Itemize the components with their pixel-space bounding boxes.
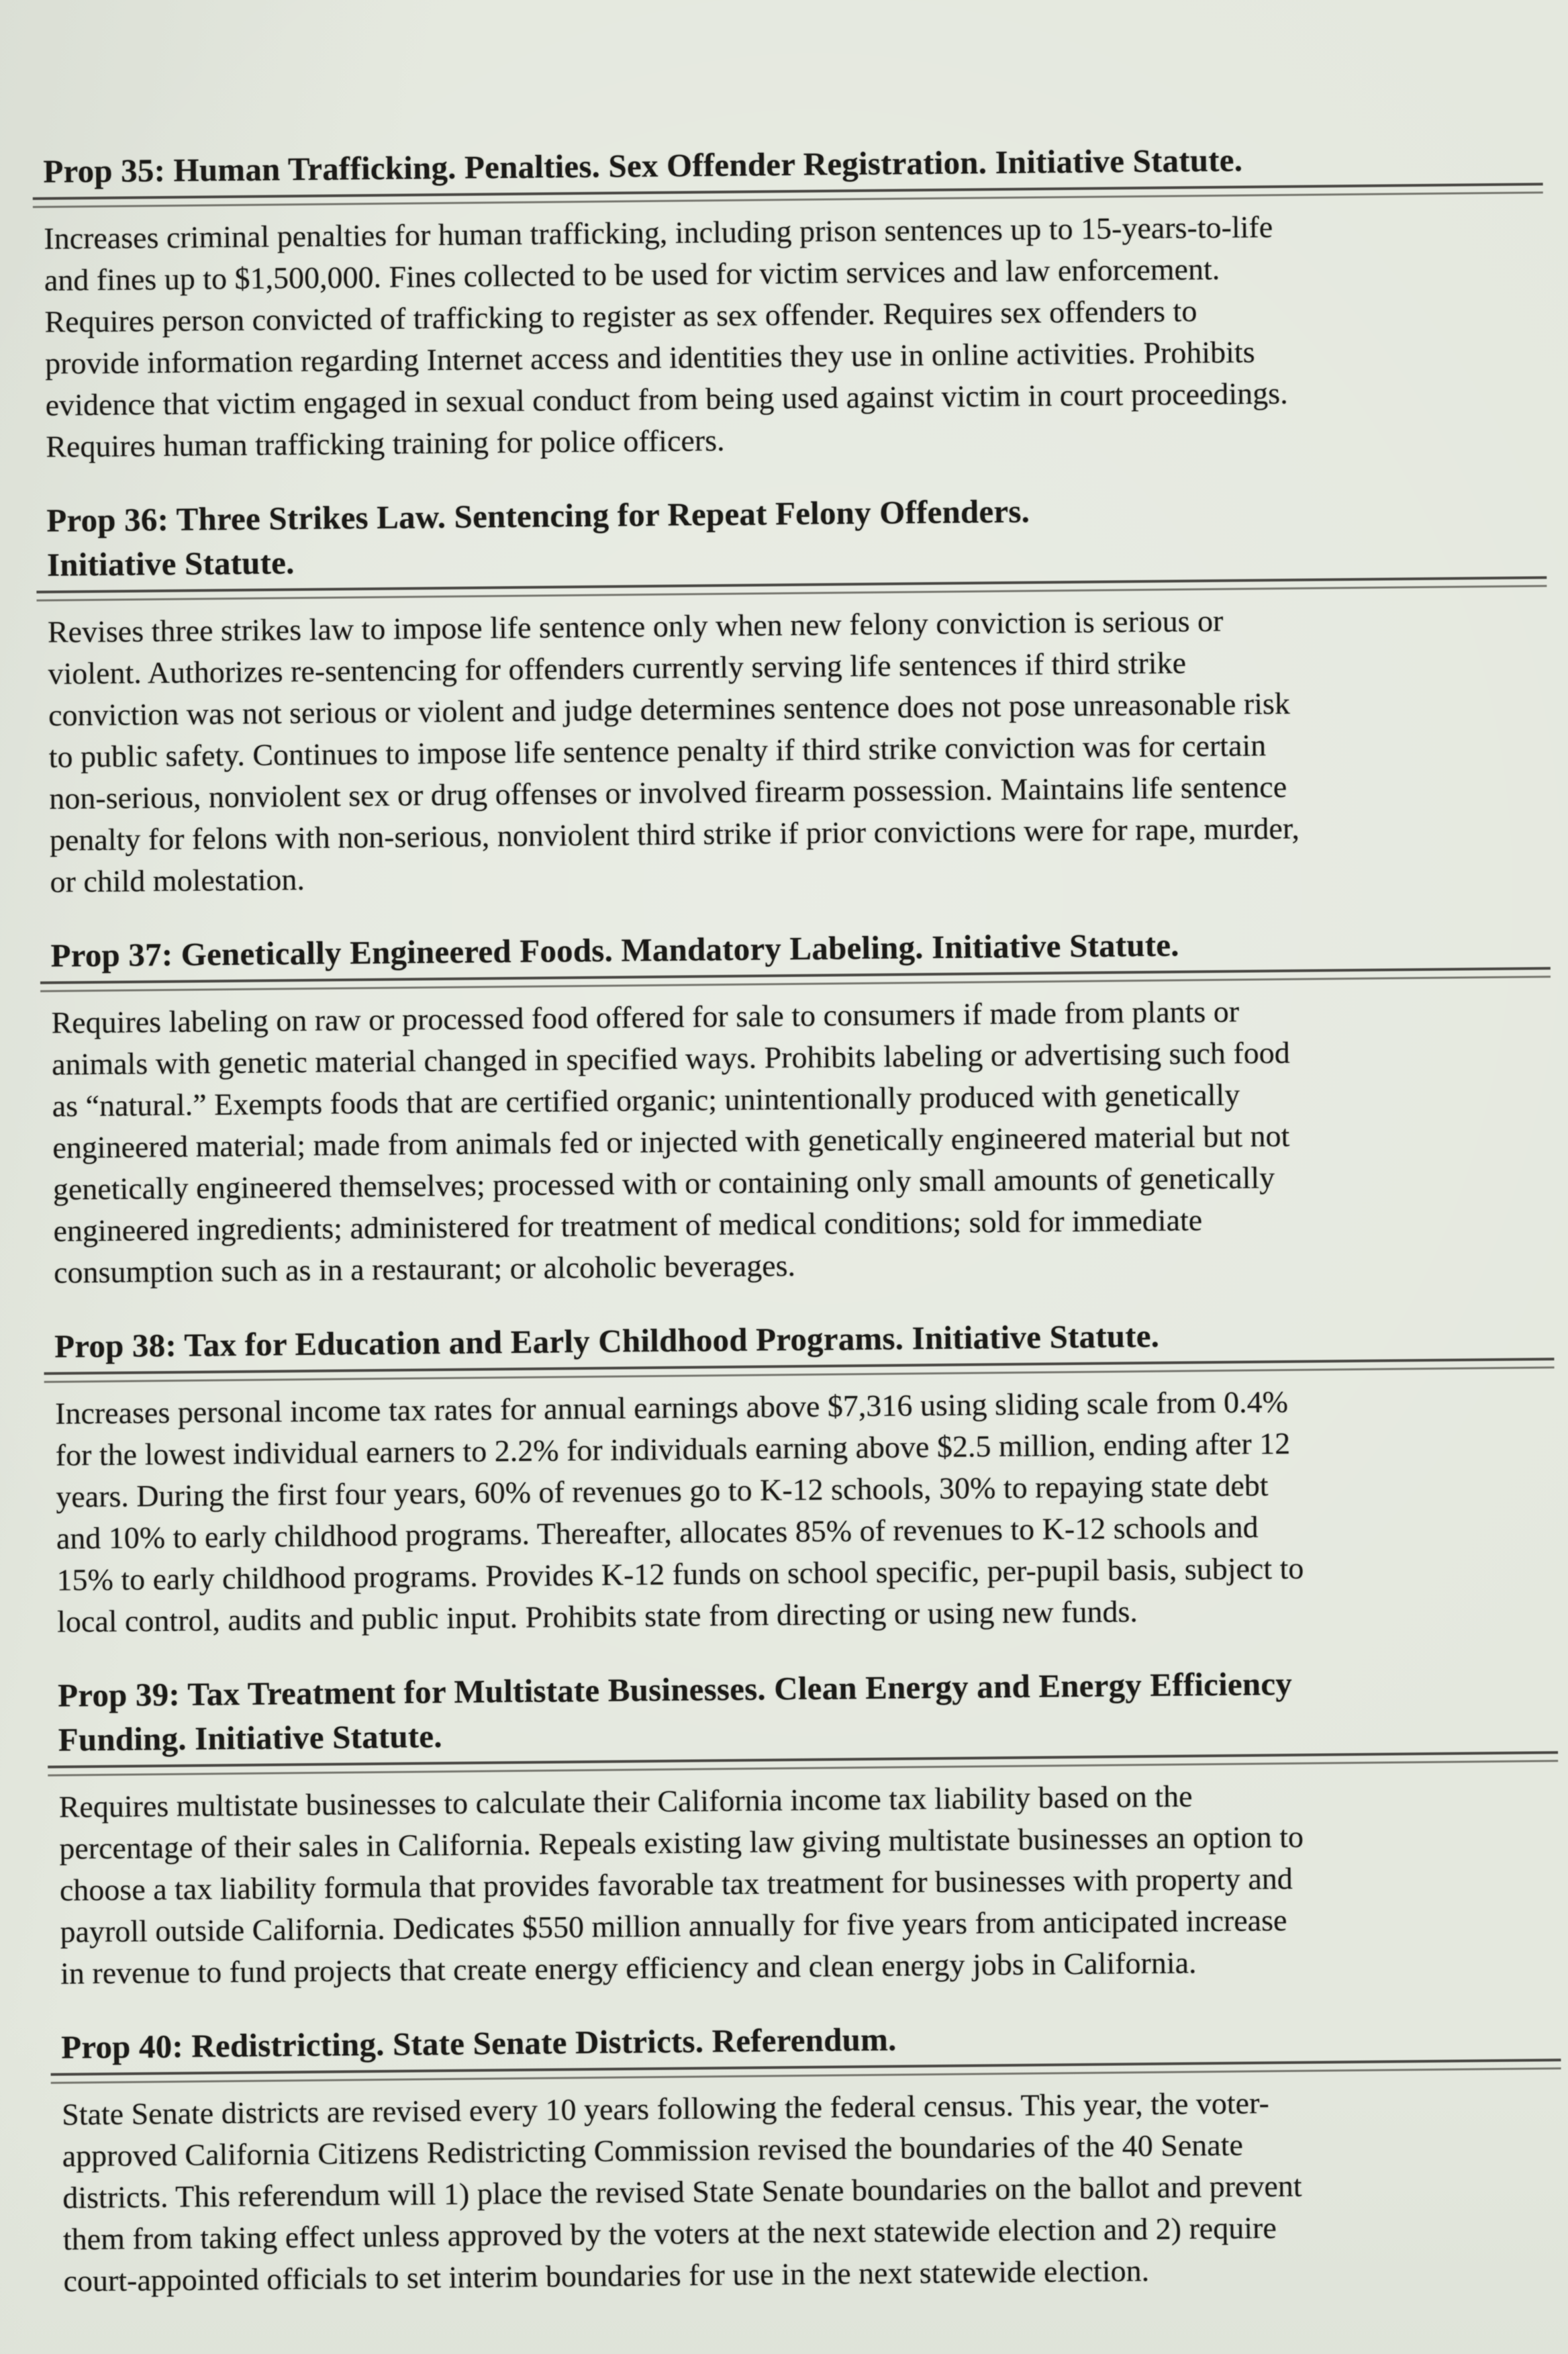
body-line: consumption such as in a restaurant; or alcoholic beverages.: [53, 1247, 796, 1290]
body-line: conviction was not serious or violent and judge determines sentence does not pose unreasonable risk: [48, 686, 1291, 733]
body-line: Requires human trafficking training for police officers.: [46, 422, 725, 464]
body-line: engineered ingredients; administered for treatment of medical conditions; sold for immediate: [53, 1203, 1203, 1248]
body-line: percentage of their sales in California. Repeals existing law giving multistate businesses an option to: [59, 1819, 1304, 1866]
document-text-block: [43, 135, 1557, 2333]
body-line: engineered material; made from animals fed or injected with genetically engineered material but not: [52, 1118, 1290, 1165]
section-heading-line: Prop 39: Tax Treatment for Multistate Businesses. Clean Energy and Energy Efficiency: [57, 1664, 1293, 1714]
body-line: or child molestation.: [50, 861, 305, 899]
section-heading-line: Prop 37: Genetically Engineered Foods. Mandatory Labeling. Initiative Statute.: [50, 926, 1179, 974]
section-prop-39: [58, 1659, 1553, 1994]
body-line: and fines up to $1,500,000. Fines collected to be used for victim services and law enforcement.: [44, 251, 1220, 297]
body-line: Increases criminal penalties for human trafficking, including prison sentences up to 15-years-to-life: [44, 209, 1273, 256]
body-line: Revises three strikes law to impose life sentence only when new felony conviction is serious or: [47, 603, 1224, 649]
section-heading-line: Prop 38: Tax for Education and Early Childhood Programs. Initiative Statute.: [54, 1317, 1160, 1365]
body-line: payroll outside California. Dedicates $550 million annually for five years from anticipated increase: [60, 1903, 1287, 1949]
body-line: genetically engineered themselves; processed with or containing only small amounts of genetically: [52, 1160, 1275, 1207]
section-heading-line: Initiative Statute.: [46, 544, 295, 583]
body-line: approved California Citizens Redistricting Commission revised the boundaries of the 40 Senate: [62, 2127, 1244, 2173]
section-prop-36: [46, 484, 1543, 902]
body-line: Requires multistate businesses to calculate their California income tax liability based on the: [58, 1779, 1193, 1824]
section-prop-35: [43, 135, 1538, 467]
section-heading-line: Funding. Initiative Statute.: [58, 1717, 442, 1758]
body-line: violent. Authorizes re-sentencing for offenders currently serving life sentences if third strike: [48, 645, 1187, 691]
body-line: non-serious, nonviolent sex or drug offenses or involved firearm possession. Maintains life sentence: [49, 769, 1287, 816]
body-line: animals with genetic material changed in specified ways. Prohibits labeling or advertising such food: [51, 1035, 1290, 1082]
section-prop-40: [61, 2011, 1557, 2302]
body-line: for the lowest individual earners to 2.2% for individuals earning above $2.5 million, ending after 12: [55, 1425, 1291, 1472]
body-line: Requires person convicted of trafficking to register as sex offender. Requires sex offenders to: [44, 293, 1197, 339]
body-line: years. During the first four years, 60% of revenues go to K-12 schools, 30% to repaying state debt: [56, 1468, 1269, 1514]
body-line: to public safety. Continues to impose life sentence penalty if third strike conviction was for certain: [48, 728, 1267, 774]
section-heading-line: Prop 40: Redistricting. State Senate Districts. Referendum.: [60, 2020, 897, 2066]
body-line: them from taking effect unless approved by the voters at the next statewide election and 2) require: [62, 2210, 1277, 2257]
body-line: choose a tax liability formula that provides favorable tax treatment for businesses with property and: [59, 1861, 1293, 1908]
section-heading-line: Prop 36: Three Strikes Law. Sentencing for Repeat Felony Offenders.: [46, 492, 1030, 539]
body-line: 15% to early childhood programs. Provides K-12 funds on school specific, per-pupil basis, subject to: [56, 1550, 1304, 1597]
body-line: as “natural.” Exempts foods that are certified organic; unintentionally produced with genetically: [52, 1077, 1240, 1123]
section-prop-37: [50, 919, 1547, 1293]
section-heading-line: Prop 35: Human Trafficking. Penalties. Sex Offender Registration. Initiative Statute.: [43, 141, 1243, 190]
body-line: State Senate districts are revised every 10 years following the federal census. This year, the voter-: [61, 2085, 1270, 2132]
body-line: penalty for felons with non-serious, nonviolent third strike if prior convictions were for rape, murder,: [49, 810, 1300, 857]
body-line: in revenue to fund projects that create energy efficiency and clean energy jobs in California.: [60, 1945, 1197, 1991]
section-prop-38: [54, 1310, 1550, 1642]
body-line: local control, audits and public input. Prohibits state from directing or using new funds.: [56, 1594, 1138, 1639]
body-line: evidence that victim engaged in sexual conduct from being used against victim in court proceedings.: [45, 375, 1288, 422]
body-line: and 10% to early childhood programs. Thereafter, allocates 85% of revenues to K-12 schools and: [56, 1509, 1259, 1556]
body-line: court-appointed officials to set interim boundaries for use in the next statewide election.: [63, 2253, 1150, 2298]
body-line: Requires labeling on raw or processed food offered for sale to consumers if made from plants or: [51, 994, 1240, 1040]
body-line: Increases personal income tax rates for annual earnings above $7,316 using sliding scale from 0.4%: [54, 1384, 1289, 1431]
body-line: provide information regarding Internet access and identities they use in online activities. Prohibits: [44, 334, 1255, 381]
body-line: districts. This referendum will 1) place the revised State Senate boundaries on the ballot and prevent: [62, 2168, 1302, 2215]
